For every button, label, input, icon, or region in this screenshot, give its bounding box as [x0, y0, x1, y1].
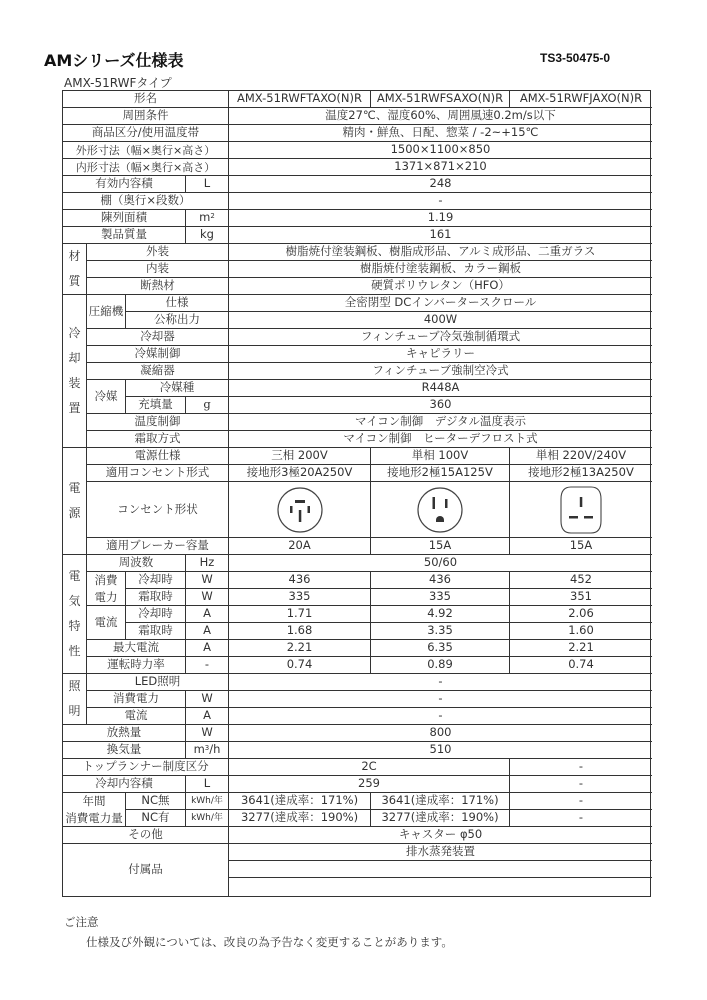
- annual-nc-with-3: -: [510, 810, 652, 827]
- power-spec-1: 三相 200V: [229, 448, 371, 465]
- value-refrigerant-type: R448A: [229, 380, 652, 397]
- unit-liter: L: [186, 176, 229, 193]
- label-power-defrost: 霜取時: [126, 589, 186, 606]
- current-defrost-2: 3.35: [371, 623, 510, 640]
- group-material: 材 質: [63, 244, 87, 295]
- power-cooling-3: 452: [510, 572, 652, 589]
- unit-w: W: [186, 691, 229, 708]
- unit-g: g: [186, 397, 229, 414]
- value-cooling-volume: 259: [229, 776, 510, 793]
- label-capacity: 有効内容積: [63, 176, 186, 193]
- value-cooling-volume-3: -: [510, 776, 652, 793]
- label-annual-power: 年間 消費電力量: [63, 793, 126, 827]
- value-heat-output: 800: [229, 725, 652, 742]
- value-ventilation: 510: [229, 742, 652, 759]
- annual-nc-without-3: -: [510, 793, 652, 810]
- label-model: 形名: [63, 91, 229, 108]
- value-light-power: -: [229, 691, 652, 708]
- label-max-current: 最大電流: [87, 640, 186, 657]
- unit-w: W: [186, 589, 229, 606]
- label-outer-dim: 外形寸法（幅×奥行×高さ）: [63, 142, 229, 159]
- annual-nc-without-2: 3641(達成率：171%): [371, 793, 510, 810]
- value-others: キャスター φ50: [229, 827, 652, 844]
- value-compressor-spec: 全密閉型 DCインバータースクロール: [229, 295, 652, 312]
- unit-a: A: [186, 623, 229, 640]
- value-refrigerant-charge: 360: [229, 397, 652, 414]
- label-power-factor: 運転時力率: [87, 657, 186, 674]
- unit-liter: L: [186, 776, 229, 793]
- value-cooler: フィンチューブ冷気強制循環式: [229, 329, 652, 346]
- value-interior: 樹脂焼付塗装鋼板、カラー鋼板: [229, 261, 652, 278]
- label-power-consumption: 消費 電力: [87, 572, 126, 606]
- label-insulation: 断熱材: [87, 278, 229, 295]
- accessory-1: 排水蒸発装置: [229, 844, 652, 861]
- value-temp-control: マイコン制御 デジタル温度表示: [229, 414, 652, 431]
- value-top-runner-3: -: [510, 759, 652, 776]
- outlet-2pole-15a-icon: [416, 486, 464, 534]
- label-defrost: 霜取方式: [87, 431, 229, 448]
- current-defrost-1: 1.68: [229, 623, 371, 640]
- label-top-runner: トップランナー制度区分: [63, 759, 229, 776]
- label-compressor-spec: 仕様: [126, 295, 229, 312]
- label-breaker: 適用ブレーカー容量: [87, 538, 229, 555]
- value-outer-dim: 1500×1100×850: [229, 142, 652, 159]
- label-compressor-output: 公称出力: [126, 312, 229, 329]
- label-cooling-volume: 冷却内容積: [63, 776, 186, 793]
- label-inner-dim: 内形寸法（幅×奥行×高さ）: [63, 159, 229, 176]
- value-ambient: 温度27℃、湿度60%、周囲風速0.2m/s以下: [229, 108, 652, 125]
- outlet-shape-3: [510, 482, 652, 538]
- accessory-3: [229, 878, 652, 896]
- label-heat-output: 放熱量: [63, 725, 186, 742]
- label-outlet-type: 適用コンセント形式: [87, 465, 229, 482]
- label-light-power: 消費電力: [87, 691, 186, 708]
- current-cooling-3: 2.06: [510, 606, 652, 623]
- label-shelf: 棚（奥行×段数）: [63, 193, 229, 210]
- annual-nc-without-1: 3641(達成率：171%): [229, 793, 371, 810]
- label-nc-without: NC無: [126, 793, 186, 810]
- value-light-current: -: [229, 708, 652, 725]
- value-frequency: 50/60: [229, 555, 652, 572]
- power-factor-3: 0.74: [510, 657, 652, 674]
- power-defrost-1: 335: [229, 589, 371, 606]
- power-spec-3: 単相 220V/240V: [510, 448, 652, 465]
- annual-nc-with-1: 3277(達成率：190%): [229, 810, 371, 827]
- label-temp-control: 温度制御: [87, 414, 229, 431]
- accessory-2: [229, 861, 652, 878]
- unit-kwh: kWh/年: [186, 810, 229, 827]
- label-cooler: 冷却器: [87, 329, 229, 346]
- label-frequency: 周波数: [87, 555, 186, 572]
- power-defrost-3: 351: [510, 589, 652, 606]
- spec-table: [62, 90, 651, 897]
- value-inner-dim: 1371×871×210: [229, 159, 652, 176]
- notes-body: 仕様及び外観については、改良の為予告なく変更することがあります。: [86, 935, 453, 949]
- label-refrigerant: 冷媒: [87, 380, 126, 414]
- label-accessories: 付属品: [63, 844, 229, 896]
- power-factor-2: 0.89: [371, 657, 510, 674]
- outlet-type-2: 接地形2極15A125V: [371, 465, 510, 482]
- label-light-current: 電流: [87, 708, 186, 725]
- model-name-3: AMX-51RWFJAXO(N)R: [510, 91, 652, 108]
- value-condenser: フィンチューブ強制空冷式: [229, 363, 652, 380]
- unit-a: A: [186, 606, 229, 623]
- outlet-2pole-13a-icon: [559, 485, 603, 535]
- group-power: 電 源: [63, 448, 87, 555]
- notes-heading: ご注意: [64, 915, 99, 929]
- group-electrical: 電 気 特 性: [63, 555, 87, 674]
- unit-m3h: m $^3$ /h: [186, 742, 229, 759]
- group-cooling: 冷 却 装 置: [63, 295, 87, 448]
- unit-dash: -: [186, 657, 229, 674]
- max-current-1: 2.21: [229, 640, 371, 657]
- annual-nc-with-2: 3277(達成率：190%): [371, 810, 510, 827]
- unit-a: A: [186, 708, 229, 725]
- value-top-runner: 2C: [229, 759, 510, 776]
- power-cooling-2: 436: [371, 572, 510, 589]
- label-interior: 内装: [87, 261, 229, 278]
- outlet-type-1: 接地形3極20A250V: [229, 465, 371, 482]
- label-refrigerant-charge: 充填量: [126, 397, 186, 414]
- document-number: TS3-50475-0: [540, 51, 611, 65]
- current-defrost-3: 1.60: [510, 623, 652, 640]
- value-weight: 161: [229, 227, 652, 244]
- group-lighting: 照 明: [63, 674, 87, 725]
- breaker-3: 15A: [510, 538, 652, 555]
- unit-hz: Hz: [186, 555, 229, 572]
- outlet-shape-1: [229, 482, 371, 538]
- label-outlet-shape: コンセント形状: [87, 482, 229, 538]
- value-capacity: 248: [229, 176, 652, 193]
- label-compressor: 圧縮機: [87, 295, 126, 329]
- label-category: 商品区分/使用温度帯: [63, 125, 229, 142]
- max-current-3: 2.21: [510, 640, 652, 657]
- value-defrost: マイコン制御 ヒーターデフロスト式: [229, 431, 652, 448]
- outlet-3pole-20a-icon: [276, 486, 324, 534]
- label-weight: 製品質量: [63, 227, 186, 244]
- outlet-shape-2: [371, 482, 510, 538]
- type-subtitle: AMX-51RWFタイプ: [64, 76, 172, 90]
- label-current-cooling: 冷却時: [126, 606, 186, 623]
- unit-a: A: [186, 640, 229, 657]
- model-name-2: AMX-51RWFSAXO(N)R: [371, 91, 510, 108]
- value-refrigerant-control: キャピラリー: [229, 346, 652, 363]
- label-power-spec: 電源仕様: [87, 448, 229, 465]
- power-factor-1: 0.74: [229, 657, 371, 674]
- label-led: LED照明: [87, 674, 229, 691]
- label-current: 電流: [87, 606, 126, 640]
- label-others: その他: [63, 827, 229, 844]
- label-ambient: 周囲条件: [63, 108, 229, 125]
- label-power-cooling: 冷却時: [126, 572, 186, 589]
- label-display-area: 陳列面積: [63, 210, 186, 227]
- value-insulation: 硬質ポリウレタン（HFO）: [229, 278, 652, 295]
- power-spec-2: 単相 100V: [371, 448, 510, 465]
- unit-kwh: kWh/年: [186, 793, 229, 810]
- unit-kg: kg: [186, 227, 229, 244]
- value-shelf: -: [229, 193, 652, 210]
- label-condenser: 凝縮器: [87, 363, 229, 380]
- outlet-type-3: 接地形2極13A250V: [510, 465, 652, 482]
- unit-m2: m $^2$: [186, 210, 229, 227]
- label-nc-with: NC有: [126, 810, 186, 827]
- power-cooling-1: 436: [229, 572, 371, 589]
- page-title: AMシリーズ仕様表: [44, 51, 184, 70]
- value-led: -: [229, 674, 652, 691]
- power-defrost-2: 335: [371, 589, 510, 606]
- current-cooling-1: 1.71: [229, 606, 371, 623]
- current-cooling-2: 4.92: [371, 606, 510, 623]
- value-category: 精肉・鮮魚、日配、惣菜 / -2~+15℃: [229, 125, 652, 142]
- label-current-defrost: 霜取時: [126, 623, 186, 640]
- label-exterior: 外装: [87, 244, 229, 261]
- breaker-2: 15A: [371, 538, 510, 555]
- label-ventilation: 換気量: [63, 742, 186, 759]
- model-name-1: AMX-51RWFTAXO(N)R: [229, 91, 371, 108]
- value-compressor-output: 400W: [229, 312, 652, 329]
- unit-w: W: [186, 725, 229, 742]
- value-exterior: 樹脂焼付塗装鋼板、樹脂成形品、アルミ成形品、二重ガラス: [229, 244, 652, 261]
- label-refrigerant-type: 冷媒種: [126, 380, 229, 397]
- max-current-2: 6.35: [371, 640, 510, 657]
- unit-w: W: [186, 572, 229, 589]
- breaker-1: 20A: [229, 538, 371, 555]
- value-display-area: 1.19: [229, 210, 652, 227]
- label-refrigerant-control: 冷媒制御: [87, 346, 229, 363]
